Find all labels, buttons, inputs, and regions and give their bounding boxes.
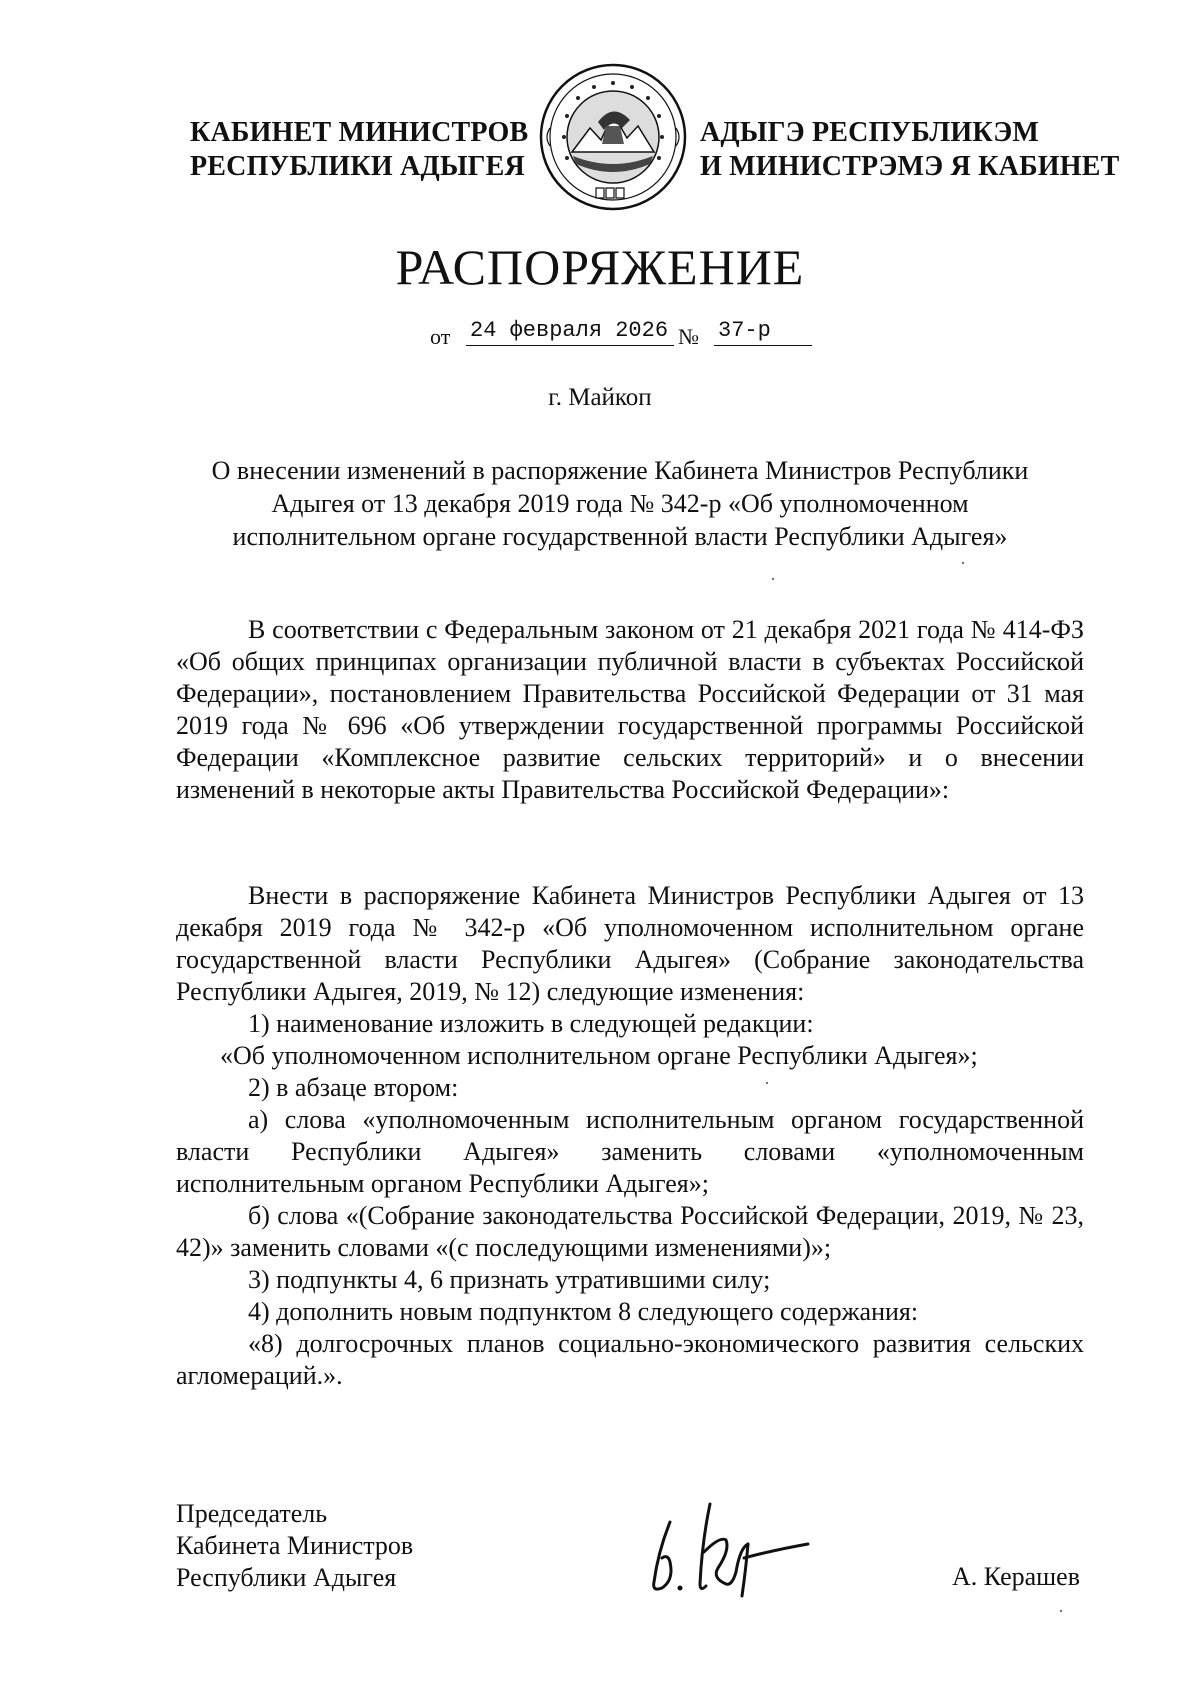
document-number: 37-р xyxy=(714,318,812,346)
item-3: 3) подпункты 4, 6 признать утратившими силу; xyxy=(248,1265,771,1294)
document-title: РАСПОРЯЖЕНИЕ xyxy=(395,239,805,295)
document-subject xyxy=(160,454,1080,553)
position-line: Кабинета Министров xyxy=(176,1531,414,1560)
position-line: Республики Адыгея xyxy=(176,1563,397,1592)
handwritten-signature-icon xyxy=(640,1492,820,1602)
item-4: 4) дополнить новым подпунктом 8 следующего содержания: xyxy=(248,1297,919,1326)
item-2: 2) в абзаце втором: xyxy=(248,1073,459,1102)
item-2b: б) слова «(Собрание законодательства Российской Федерации, 2019, № 23, 42)» заменить словами «(с последующими изменениями)»; xyxy=(176,1201,1084,1262)
issuer-name-russian xyxy=(190,116,528,184)
scan-speck xyxy=(766,1082,768,1084)
item-2a: а) слова «уполномоченным исполнительным органом государственной власти Республики Адыгея» заменить словами «уполномоченным исполнительным органом Республики Адыгея»; xyxy=(176,1105,1084,1198)
item-1-quote: «Об уполномоченном исполнительном органе Республики Адыгея»; xyxy=(220,1041,978,1070)
scan-speck xyxy=(1060,1610,1062,1612)
issuer-name-adyghe xyxy=(700,116,1120,184)
issuer-line: И МИНИСТРЭМЭ Я КАБИНЕТ xyxy=(700,151,1120,182)
issuer-line: РЕСПУБЛИКИ АДЫГЕЯ xyxy=(190,151,525,182)
subject-line: исполнительном органе государственной власти Республики Адыгея» xyxy=(232,522,1008,551)
issuer-line: АДЫГЭ РЕСПУБЛИКЭМ xyxy=(700,117,1040,148)
from-label: от xyxy=(430,324,451,349)
subject-line: Адыгея от 13 декабря 2019 года № 342-р «Об уполномоченном xyxy=(271,489,969,518)
position-line: Председатель xyxy=(176,1499,328,1528)
item-4-quote: «8) долгосрочных планов социально-экономического развития сельских агломераций.». xyxy=(176,1329,1084,1390)
number-label: № xyxy=(678,324,699,349)
order-section xyxy=(176,880,1084,1392)
city: г. Майкоп xyxy=(548,384,652,411)
signer-name: А. Керашев xyxy=(951,1562,1080,1591)
preamble-paragraph: В соответствии с Федеральным законом от 21 декабря 2021 года № 414-ФЗ «Об общих принципах организации публичной власти в субъектах Российской Федерации», постановлением Правительства Российской Федерации от 31 мая 2019 года № 696 «Об утверждении государственной программы Российской Федерации «Комплексное развитие сельских территорий» и о внесении изменений в некоторые акты Правительства Российской Федерации»: xyxy=(176,615,1084,804)
order-intro: Внести в распоряжение Кабинета Министров Республики Адыгея от 13 декабря 2019 года № 342-р «Об уполномоченном исполнительном органе государственной власти Республики Адыгея» (Собрание законодательства Республики Адыгея, 2019, № 12) следующие изменения: xyxy=(176,881,1084,1006)
scan-speck xyxy=(962,562,964,564)
signatory-position xyxy=(176,1498,413,1594)
issuer-line: КАБИНЕТ МИНИСТРОВ xyxy=(190,117,529,148)
subject-line: О внесении изменений в распоряжение Кабинета Министров Республики xyxy=(211,456,1029,485)
republic-of-adygea-coat-of-arms-icon xyxy=(538,62,688,212)
item-1: 1) наименование изложить в следующей редакции: xyxy=(248,1009,814,1038)
scan-speck xyxy=(772,578,774,580)
document-date: 24 февраля 2026 xyxy=(466,318,674,346)
